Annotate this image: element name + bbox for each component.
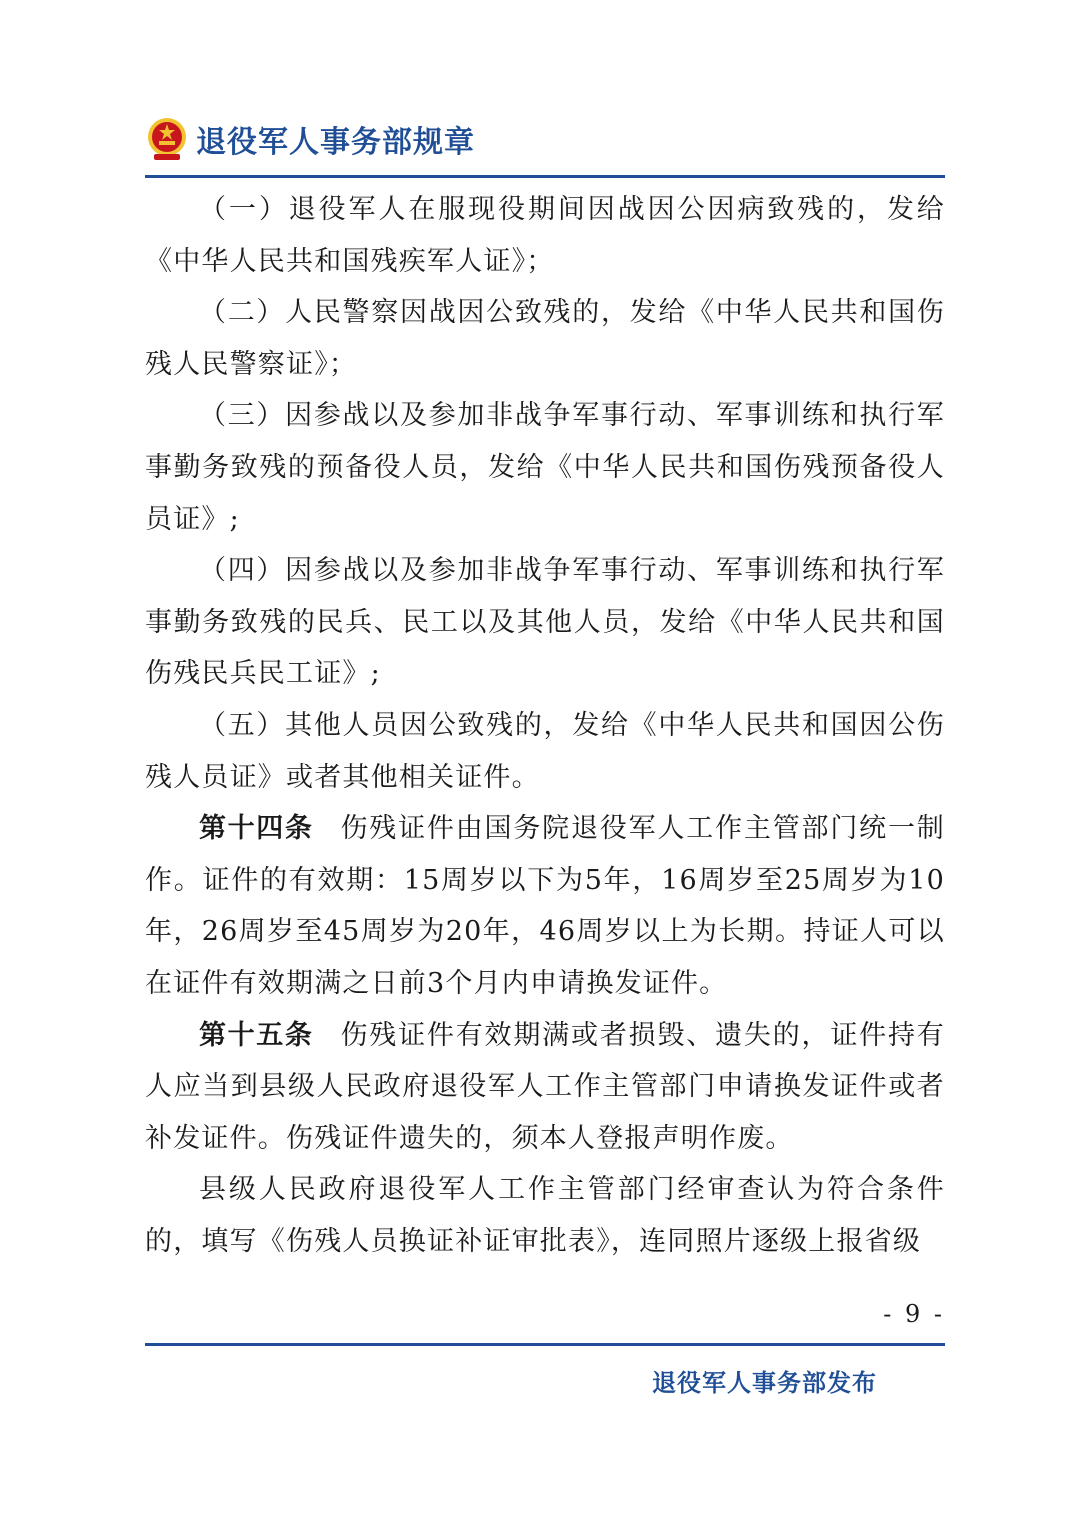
header-divider bbox=[145, 175, 945, 178]
article-15 bbox=[145, 1010, 945, 1165]
national-emblem-icon bbox=[146, 116, 188, 162]
document-body bbox=[145, 184, 945, 1267]
footer-divider bbox=[145, 1343, 945, 1346]
clause-item-1: （一）退役军人在服现役期间因战因公因病致残的，发给《中华人民共和国残疾军人证》； bbox=[145, 194, 945, 277]
clause-item-2: （二）人民警察因战因公致残的，发给《中华人民共和国伤残人民警察证》； bbox=[145, 297, 945, 380]
article-14-number: 第十四条 bbox=[199, 813, 314, 845]
article-15-text: 伤残证件有效期满或者损毁、遗失的，证件持有人应当到县级人民政府退役军人工作主管部门申请换发证件或者补发证件。伤残证件遗失的，须本人登报声明作废。 bbox=[145, 1019, 945, 1154]
page-header bbox=[146, 113, 475, 165]
footer-publisher: 退役军人事务部发布 bbox=[652, 1369, 877, 1397]
article-14-text: 伤残证件由国务院退役军人工作主管部门统一制作。证件的有效期：15周岁以下为5年，16周岁至25周岁为10年，26周岁至45周岁为20年，46周岁以上为长期。持证人可以在证件有效期满之日前3个月内申请换发证件。 bbox=[145, 813, 945, 999]
article-15-number: 第十五条 bbox=[199, 1019, 314, 1051]
article-15-paragraph-2: 县级人民政府退役军人工作主管部门经审查认为符合条件的，填写《伤残人员换证补证审批表》，连同照片逐级上报省级 bbox=[145, 1174, 945, 1257]
clause-item-3: （三）因参战以及参加非战争军事行动、军事训练和执行军事勤务致残的预备役人员，发给《中华人民共和国伤残预备役人员证》; bbox=[145, 400, 945, 535]
clause-item-4: （四）因参战以及参加非战争军事行动、军事训练和执行军事勤务致残的民兵、民工以及其他人员，发给《中华人民共和国伤残民兵民工证》; bbox=[145, 555, 945, 690]
clause-item-5: （五）其他人员因公致残的，发给《中华人民共和国因公伤残人员证》或者其他相关证件。 bbox=[145, 709, 945, 793]
page-number: - 9 - bbox=[883, 1300, 945, 1328]
article-14 bbox=[145, 803, 945, 1009]
header-title: 退役军人事务部规章 bbox=[196, 125, 475, 160]
